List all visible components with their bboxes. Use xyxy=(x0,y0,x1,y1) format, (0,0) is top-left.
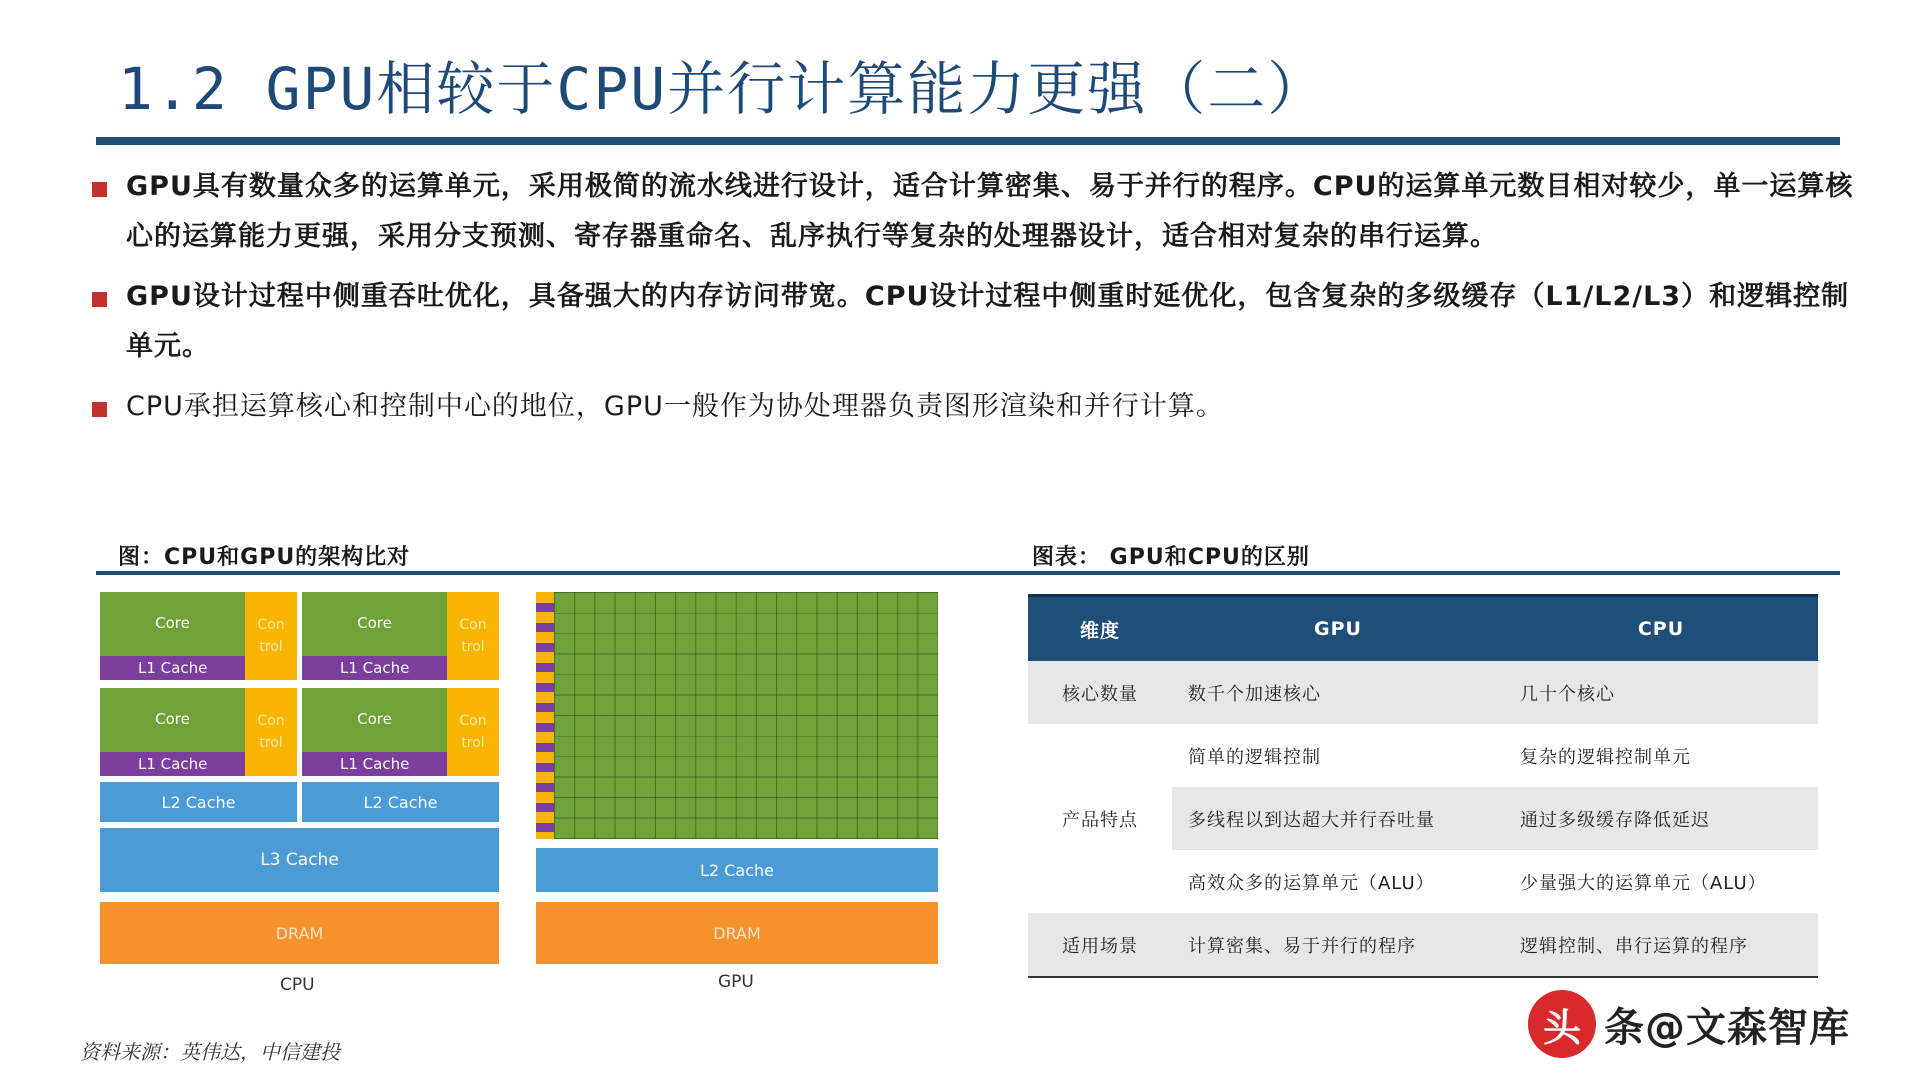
cell-cpu: 通过多级缓存降低延迟 xyxy=(1504,787,1818,850)
caption-divider xyxy=(96,571,1840,575)
toutiao-logo-icon: 头 xyxy=(1528,990,1596,1058)
cpu-control-block xyxy=(245,592,297,680)
bullet-square-icon xyxy=(92,402,107,417)
cell-dimension: 核心数量 xyxy=(1028,661,1172,724)
bullet-item xyxy=(92,162,1867,262)
cpu-l2-cache xyxy=(302,782,499,822)
bullet-square-icon xyxy=(92,292,107,307)
header-gpu: GPU xyxy=(1172,596,1504,662)
l2-label: L2 Cache xyxy=(363,792,438,812)
bullet-text: CPU承担运算核心和控制中心的地位，GPU一般作为协处理器负责图形渲染和并行计算。 xyxy=(126,391,1224,422)
cell-cpu: 少量强大的运算单元（ALU） xyxy=(1520,872,1767,894)
gpu-control-cache-strip xyxy=(536,592,554,839)
table-row xyxy=(1028,724,1818,787)
core-label: Core xyxy=(357,614,392,632)
l1-label: L1 Cache xyxy=(138,659,208,677)
cell-cpu: 复杂的逻辑控制单元 xyxy=(1520,746,1691,768)
cpu-l1-cache xyxy=(100,656,245,680)
page-title: 1.2 GPU相较于CPU并行计算能力更强（二） xyxy=(118,55,1328,123)
table-header-row xyxy=(1028,596,1818,662)
header-cpu: CPU xyxy=(1504,596,1818,662)
figure-caption-right: 图表： GPU和CPU的区别 xyxy=(1032,545,1310,570)
core-label: Core xyxy=(155,614,190,632)
control-label: Con xyxy=(257,713,285,729)
core-label: Core xyxy=(155,710,190,728)
bullet-item xyxy=(92,272,1867,372)
cpu-core-block xyxy=(302,592,447,656)
cpu-dram xyxy=(100,902,499,964)
cpu-core-block xyxy=(302,688,447,752)
cpu-l2-cache xyxy=(100,782,297,822)
cell-gpu: 计算密集、易于并行的程序 xyxy=(1172,913,1504,977)
control-label: trol xyxy=(461,735,485,751)
control-label: trol xyxy=(259,735,283,751)
cpu-l3-cache xyxy=(100,828,499,892)
cpu-core-block xyxy=(100,688,245,752)
cell-cpu: 逻辑控制、串行运算的程序 xyxy=(1504,913,1818,977)
cell-dimension: 产品特点 xyxy=(1062,809,1138,831)
gpu-label: GPU xyxy=(718,972,754,992)
bullet-item xyxy=(92,382,1867,432)
cpu-l1-cache xyxy=(100,752,245,776)
cpu-control-block xyxy=(447,592,499,680)
cpu-core-block xyxy=(100,592,245,656)
header-dimension: 维度 xyxy=(1028,596,1172,662)
l3-label: L3 Cache xyxy=(260,850,339,870)
title-divider xyxy=(96,137,1840,145)
cell-gpu: 数千个加速核心 xyxy=(1172,661,1504,724)
cell-gpu: 多线程以到达超大并行吞吐量 xyxy=(1172,787,1504,850)
gpu-dram xyxy=(536,902,938,964)
gpu-l2-cache xyxy=(536,848,938,892)
cpu-l1-cache xyxy=(302,656,447,680)
bullet-text: GPU具有数量众多的运算单元，采用极简的流水线进行设计，适合计算密集、易于并行的程序。CPU的运算单元数目相对较少，单一运算核心的运算能力更强，采用分支预测、寄存器重命名、乱序执行等复杂的处理器设计，适合相对复杂的串行运算。 xyxy=(126,171,1854,252)
cell-cpu: 几十个核心 xyxy=(1504,661,1818,724)
cpu-control-block xyxy=(447,688,499,776)
control-label: Con xyxy=(257,617,285,633)
cpu-control-block xyxy=(245,688,297,776)
figure-caption-left: 图：CPU和GPU的架构比对 xyxy=(118,545,411,570)
table-row xyxy=(1028,913,1818,977)
cell-gpu: 高效众多的运算单元（ALU） xyxy=(1188,872,1435,894)
l2-label: L2 Cache xyxy=(161,792,236,812)
source-note: 资料来源：英伟达，中信建投 xyxy=(80,1040,340,1064)
watermark-text: 条@文森智库 xyxy=(1604,1004,1850,1051)
watermark xyxy=(1528,990,1850,1058)
dram-label: DRAM xyxy=(713,923,761,943)
control-label: Con xyxy=(459,713,487,729)
control-label: trol xyxy=(259,639,283,655)
l1-label: L1 Cache xyxy=(340,659,410,677)
l2-label: L2 Cache xyxy=(700,860,774,880)
cpu-label: CPU xyxy=(280,975,315,995)
cpu-l1-cache xyxy=(302,752,447,776)
table-row xyxy=(1028,661,1818,724)
bullet-text: GPU设计过程中侧重吞吐优化，具备强大的内存访问带宽。CPU设计过程中侧重时延优化，包含复杂的多级缓存（L1/L2/L3）和逻辑控制单元。 xyxy=(126,281,1850,362)
gpu-core-grid xyxy=(554,592,938,839)
l1-label: L1 Cache xyxy=(138,755,208,773)
core-label: Core xyxy=(357,710,392,728)
control-label: Con xyxy=(459,617,487,633)
bullet-square-icon xyxy=(92,182,107,197)
cell-dimension: 适用场景 xyxy=(1028,913,1172,977)
l1-label: L1 Cache xyxy=(340,755,410,773)
cell-gpu: 简单的逻辑控制 xyxy=(1188,746,1321,768)
dram-label: DRAM xyxy=(275,923,324,943)
comparison-table xyxy=(1028,594,1818,978)
control-label: trol xyxy=(461,639,485,655)
bullet-list xyxy=(92,162,1867,442)
